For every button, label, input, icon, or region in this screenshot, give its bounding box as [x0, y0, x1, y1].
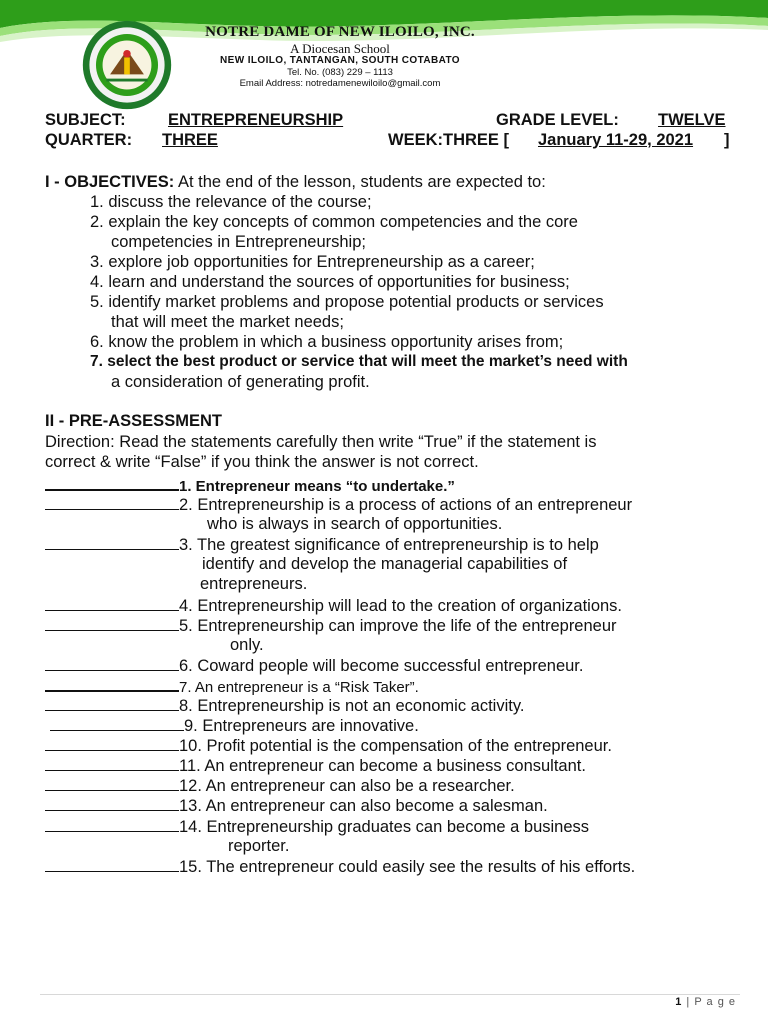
question-text: 15. The entrepreneur could easily see the results of his efforts.: [179, 858, 636, 876]
question-row: [50, 715, 419, 736]
school-email: Email Address: notredamenewiloilo@gmail.com: [239, 78, 441, 89]
question-text-cont: entrepreneurs.: [200, 575, 308, 593]
question-text-cont: only.: [230, 636, 264, 654]
question-row: [45, 695, 524, 716]
footer-divider: [40, 994, 740, 995]
question-row: [45, 775, 515, 796]
school-telephone: Tel. No. (083) 229 – 1113: [287, 67, 393, 78]
question-row: [45, 735, 612, 756]
school-seal-logo: [80, 18, 174, 112]
objective-item: 4. learn and understand the sources of opportunities for business;: [90, 273, 570, 291]
answer-blank[interactable]: [45, 795, 179, 811]
subject-value: ENTREPRENEURSHIP: [168, 111, 344, 129]
answer-blank[interactable]: [45, 494, 179, 510]
answer-blank[interactable]: [45, 474, 179, 491]
objective-item: 3. explore job opportunities for Entrepreneurship as a career;: [90, 253, 535, 271]
week-dates: January 11-29, 2021: [538, 131, 694, 149]
objectives-intro: At the end of the lesson, students are expected to:: [177, 173, 546, 191]
question-text-cont: reporter.: [228, 837, 290, 855]
question-text: 14. Entrepreneurship graduates can become a business: [179, 818, 590, 836]
question-text: 9. Entrepreneurs are innovative.: [184, 717, 419, 735]
question-row: [45, 534, 599, 555]
question-row: [45, 856, 635, 877]
page-number: [675, 996, 736, 1008]
question-text: 1. Entrepreneur means “to undertake.”: [179, 478, 455, 495]
answer-blank[interactable]: [45, 695, 179, 711]
pre-assessment-direction: correct & write “False” if you think the answer is not correct.: [45, 453, 479, 471]
objective-item-cont: that will meet the market needs;: [111, 313, 344, 331]
question-text: 4. Entrepreneurship will lead to the creation of organizations.: [179, 597, 623, 615]
objectives-heading: [45, 172, 546, 192]
answer-blank[interactable]: [45, 856, 179, 872]
answer-blank[interactable]: [45, 755, 179, 771]
question-text: 13. An entrepreneur can also become a salesman.: [179, 797, 548, 815]
answer-blank[interactable]: [50, 715, 184, 731]
objective-item-cont: a consideration of generating profit.: [111, 373, 370, 391]
question-text: 6. Coward people will become successful entrepreneur.: [179, 657, 584, 675]
question-text: 8. Entrepreneurship is not an economic activity.: [179, 697, 525, 715]
question-text-cont: who is always in search of opportunities.: [207, 515, 503, 533]
grade-level-value: TWELVE: [658, 111, 726, 129]
answer-blank[interactable]: [45, 816, 179, 832]
week-bracket-close: ]: [724, 131, 730, 149]
question-text: 3. The greatest significance of entrepreneurship is to help: [179, 536, 599, 554]
question-row: [45, 494, 632, 515]
question-text-cont: identify and develop the managerial capabilities of: [202, 555, 568, 573]
quarter-label: QUARTER:: [45, 131, 133, 149]
answer-blank[interactable]: [45, 534, 179, 550]
question-text: 10. Profit potential is the compensation of the entrepreneur.: [179, 737, 612, 755]
pre-assessment-title: II - PRE-ASSESSMENT: [45, 412, 222, 430]
pre-assessment-direction: Direction: Read the statements carefully then write “True” if the statement is: [45, 433, 597, 451]
subject-label: SUBJECT:: [45, 111, 126, 129]
question-row: [45, 655, 583, 676]
answer-blank[interactable]: [45, 595, 179, 611]
question-text: 5. Entrepreneurship can improve the life of the entrepreneur: [179, 617, 617, 635]
question-row: [45, 816, 589, 837]
answer-blank[interactable]: [45, 655, 179, 671]
objective-item: 2. explain the key concepts of common competencies and the core: [90, 213, 578, 231]
objective-item: 6. know the problem in which a business opportunity arises from;: [90, 333, 564, 351]
page-number-value: 1: [675, 996, 683, 1008]
grade-level-label: GRADE LEVEL:: [496, 111, 619, 129]
answer-blank[interactable]: [45, 615, 179, 631]
answer-blank[interactable]: [45, 675, 179, 692]
question-text: 11. An entrepreneur can become a business consultant.: [179, 757, 586, 775]
school-name: NOTRE DAME OF NEW ILOILO, INC.: [205, 24, 475, 40]
objective-item: 1. discuss the relevance of the course;: [90, 193, 372, 211]
page-number-separator: |: [686, 996, 691, 1008]
question-text: 7. An entrepreneur is a “Risk Taker”.: [179, 679, 419, 696]
school-address: NEW ILOILO, TANTANGAN, SOUTH COTABATO: [220, 55, 460, 66]
objectives-title: I - OBJECTIVES:: [45, 173, 175, 191]
question-row: [45, 595, 622, 616]
question-row: [45, 795, 548, 816]
objective-item: 7. select the best product or service that will meet the market’s need with: [90, 353, 628, 370]
answer-blank[interactable]: [45, 735, 179, 751]
question-text: 2. Entrepreneurship is a process of actions of an entrepreneur: [179, 496, 633, 514]
quarter-value: THREE: [162, 131, 218, 149]
week-label: WEEK:THREE [: [388, 131, 509, 149]
question-row: [45, 615, 617, 636]
question-row: [45, 755, 586, 776]
page-number-label: P a g e: [694, 996, 736, 1008]
objective-item-cont: competencies in Entrepreneurship;: [111, 233, 366, 251]
school-subtitle: A Diocesan School: [290, 41, 390, 56]
question-text: 12. An entrepreneur can also be a researcher.: [179, 777, 515, 795]
objective-item: 5. identify market problems and propose potential products or services: [90, 293, 604, 311]
answer-blank[interactable]: [45, 775, 179, 791]
